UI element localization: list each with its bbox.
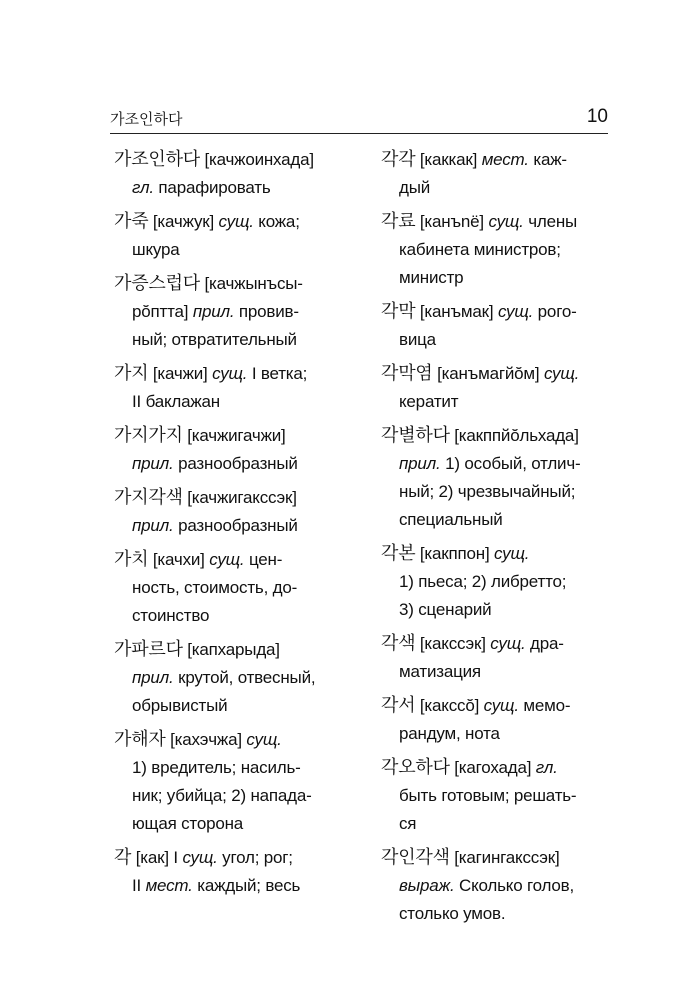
entry-text: каж- [528, 150, 567, 169]
entry-line [114, 810, 364, 838]
entry-text: [качхи] [148, 550, 210, 569]
dictionary-entry [114, 484, 364, 540]
entry-text: каждый; весь [192, 876, 301, 895]
entry-line [114, 208, 364, 236]
entry-line [381, 810, 609, 838]
entry-line [114, 146, 364, 174]
dictionary-entry [114, 208, 364, 264]
grammar-label: мест. [481, 150, 529, 169]
entry-line [381, 596, 609, 624]
entry-text: рандум, нота [399, 724, 500, 743]
dictionary-entry [114, 360, 364, 416]
grammar-label: сущ. [218, 212, 254, 231]
grammar-label: выраж. [399, 876, 455, 895]
entry-line [381, 422, 609, 450]
korean-headword: 가치 [114, 549, 149, 570]
entry-text: кожа; [253, 212, 300, 231]
entry-text: ся [399, 814, 417, 833]
entry-text: 1) особый, отлич- [440, 454, 581, 473]
entry-text: [качжук] [148, 212, 219, 231]
entry-text: [какппон] [415, 544, 495, 563]
entry-text: [качжи] [148, 364, 213, 383]
grammar-label: прил. [132, 454, 174, 473]
dictionary-entry [381, 844, 609, 928]
korean-headword: 각별하다 [381, 425, 450, 446]
entry-line [114, 174, 364, 202]
korean-headword: 각본 [381, 543, 416, 564]
entry-text: 1) пьеса; 2) либретто; [399, 572, 567, 591]
entry-text: Сколько голов, [454, 876, 575, 895]
entry-text: провив- [234, 302, 299, 321]
entry-text: [какссэк] [415, 634, 491, 653]
korean-headword: 각 [114, 847, 132, 868]
entry-text: ный; отвратительный [132, 330, 297, 349]
entry-line [114, 512, 364, 540]
entry-text: мемо- [518, 696, 571, 715]
entry-text: [какссŏ] [415, 696, 484, 715]
grammar-label: гл. [535, 758, 558, 777]
entry-line [381, 326, 609, 354]
entry-line [381, 264, 609, 292]
running-headword: 가조인하다 [110, 110, 183, 128]
entry-text: [качжигачжи] [182, 426, 286, 445]
entry-line [381, 844, 609, 872]
korean-headword: 각색 [381, 633, 416, 654]
entry-line [114, 636, 364, 664]
korean-headword: 가해자 [114, 729, 166, 750]
entry-line [381, 478, 609, 506]
entry-line [114, 844, 364, 872]
entry-text: парафировать [153, 178, 271, 197]
entry-text: II [132, 876, 146, 895]
entry-text: кератит [399, 392, 459, 411]
entry-text: I ветка; [247, 364, 308, 383]
dictionary-entry [381, 360, 609, 416]
dictionary-entry [381, 422, 609, 534]
grammar-label: сущ. [483, 696, 519, 715]
entry-text: дый [399, 178, 431, 197]
right-column [381, 146, 609, 934]
grammar-label: прил. [132, 516, 174, 535]
entry-text: ник; убийца; 2) напада- [132, 786, 312, 805]
entry-line [114, 726, 364, 754]
dictionary-entry [114, 546, 364, 630]
entry-line [381, 630, 609, 658]
entry-text: цен- [244, 550, 283, 569]
entry-line [381, 388, 609, 416]
dictionary-entry [381, 754, 609, 838]
entry-line [381, 658, 609, 686]
grammar-label: сущ. [212, 364, 248, 383]
grammar-label: сущ. [209, 550, 245, 569]
korean-headword: 가지가지 [114, 425, 183, 446]
entry-text: шкура [132, 240, 180, 259]
entry-text: [кахэчжа] [165, 730, 247, 749]
entry-line [114, 270, 364, 298]
dictionary-entry [381, 146, 609, 202]
dictionary-entry [381, 630, 609, 686]
entry-text: разнообразный [173, 516, 298, 535]
entry-text: дра- [525, 634, 564, 653]
entry-text: [как] I [131, 848, 183, 867]
entry-line [381, 754, 609, 782]
entry-text: 1) вредитель; насиль- [132, 758, 301, 777]
entry-text: вица [399, 330, 436, 349]
entry-text: [канъnё] [415, 212, 489, 231]
entry-line [114, 872, 364, 900]
korean-headword: 가죽 [114, 211, 149, 232]
entry-line [381, 208, 609, 236]
entry-line [381, 450, 609, 478]
korean-headword: 각인각색 [381, 847, 450, 868]
entry-text: [какппйŏльхада] [449, 426, 579, 445]
entry-line [114, 546, 364, 574]
dictionary-entry [381, 692, 609, 748]
grammar-label: прил. [399, 454, 441, 473]
entry-text: матизация [399, 662, 481, 681]
entry-line [381, 174, 609, 202]
entry-line [114, 422, 364, 450]
entry-text: рого- [533, 302, 577, 321]
grammar-label: сущ. [543, 364, 580, 383]
entry-text: II баклажан [132, 392, 220, 411]
entry-line [114, 754, 364, 782]
entry-text: столько умов. [399, 904, 506, 923]
entry-line [381, 720, 609, 748]
dictionary-entry [381, 208, 609, 292]
entry-line [114, 326, 364, 354]
entry-line [114, 450, 364, 478]
entry-text: быть готовым; решать- [399, 786, 577, 805]
entry-line [114, 236, 364, 264]
entry-line [381, 298, 609, 326]
entry-text: угол; рог; [217, 848, 293, 867]
entry-text: ный; 2) чрезвычайный; [399, 482, 576, 501]
entry-text: [капхарыда] [182, 640, 280, 659]
grammar-label: сущ. [182, 848, 218, 867]
entry-line [381, 782, 609, 810]
dictionary-entry [114, 844, 364, 900]
dictionary-entry [114, 726, 364, 838]
dictionary-entry [114, 270, 364, 354]
entry-line [114, 574, 364, 602]
dictionary-entry [114, 422, 364, 478]
entry-line [114, 388, 364, 416]
korean-headword: 각막염 [381, 363, 433, 384]
entry-text: [каккак] [415, 150, 482, 169]
entry-line [381, 360, 609, 388]
grammar-label: мест. [145, 876, 193, 895]
entry-line [114, 298, 364, 326]
entry-line [381, 146, 609, 174]
grammar-label: сущ. [494, 544, 530, 563]
entry-text: [кагингакссэк] [449, 848, 560, 867]
entry-text: [качжигакссэк] [182, 488, 297, 507]
entry-text: стоинство [132, 606, 210, 625]
dictionary-entry [381, 298, 609, 354]
korean-headword: 각막 [381, 301, 416, 322]
grammar-label: сущ. [490, 634, 526, 653]
entry-text: [канъмагйŏм] [432, 364, 544, 383]
grammar-label: сущ. [246, 730, 282, 749]
entry-text: кабинета министров; [399, 240, 561, 259]
entry-text: специальный [399, 510, 503, 529]
entry-text: рŏптта] [132, 302, 193, 321]
entry-text: члены [523, 212, 578, 231]
entry-text: ющая сторона [132, 814, 244, 833]
grammar-label: сущ. [497, 302, 534, 321]
entry-line [381, 506, 609, 534]
entry-text: обрывистый [132, 696, 228, 715]
entry-line [114, 692, 364, 720]
entry-line [381, 692, 609, 720]
entry-text: [канъмак] [415, 302, 498, 321]
korean-headword: 가파르다 [114, 639, 183, 660]
entry-line [114, 782, 364, 810]
dictionary-entry [114, 636, 364, 720]
korean-headword: 가증스럽다 [114, 273, 200, 294]
dictionary-entry [381, 540, 609, 624]
entry-text: [качжоинхада] [199, 150, 314, 169]
entry-text: [качжынъсы- [199, 274, 303, 293]
entry-line [381, 900, 609, 928]
grammar-label: прил. [132, 668, 174, 687]
korean-headword: 각각 [381, 149, 416, 170]
entry-text: крутой, отвесный, [173, 668, 316, 687]
korean-headword: 각료 [381, 211, 416, 232]
header-rule [110, 133, 608, 134]
left-column [114, 146, 364, 906]
entry-text: министр [399, 268, 464, 287]
entry-line [381, 236, 609, 264]
entry-text: ность, стоимость, до- [132, 578, 298, 597]
korean-headword: 가지 [114, 363, 149, 384]
entry-line [114, 360, 364, 388]
korean-headword: 가지각색 [114, 487, 183, 508]
grammar-label: сущ. [488, 212, 524, 231]
korean-headword: 가조인하다 [114, 149, 200, 170]
running-head [110, 107, 608, 133]
entry-text: 3) сценарий [399, 600, 492, 619]
grammar-label: прил. [192, 302, 235, 321]
entry-line [114, 484, 364, 512]
grammar-label: гл. [132, 178, 154, 197]
dictionary-entry [114, 146, 364, 202]
entry-line [381, 872, 609, 900]
entry-line [381, 568, 609, 596]
korean-headword: 각오하다 [381, 757, 450, 778]
entry-line [114, 602, 364, 630]
page-number: 10 [586, 106, 608, 127]
korean-headword: 각서 [381, 695, 416, 716]
entry-text: [кагохада] [449, 758, 536, 777]
entry-line [114, 664, 364, 692]
entry-line [381, 540, 609, 568]
entry-text: разнообразный [173, 454, 298, 473]
